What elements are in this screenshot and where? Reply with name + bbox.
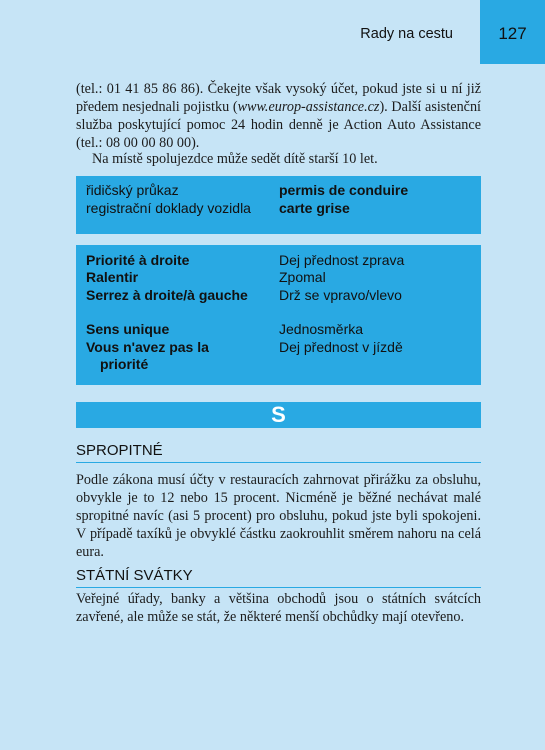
holidays-paragraph: Veřejné úřady, banky a většina obchodů jsou o státních svátcích zavřené, ale může se stát, že některé menší obchůdky mají otevřeno. bbox=[76, 591, 481, 625]
vocab-fr: Serrez à droite/à gauche bbox=[86, 287, 248, 303]
vocab-fr: Priorité à droite bbox=[86, 252, 190, 268]
intro-url: www.europ-assistance.cz bbox=[237, 99, 380, 115]
vocab-cz: Dej přednost v jízdě bbox=[279, 339, 403, 355]
page-header bbox=[0, 0, 545, 64]
vocab-cz: Dej přednost zprava bbox=[279, 252, 405, 268]
section-heading-holidays: STÁTNÍ SVÁTKY bbox=[76, 567, 481, 588]
intro-text-a: (tel.: 01 41 85 86 86). Čekejte však vysoký účet, pokud jste si u ní již předem nesjednali pojistku ( bbox=[76, 81, 481, 115]
vocab-fr: carte grise bbox=[279, 200, 350, 216]
tipping-paragraph: Podle zákona musí účty v restauracích zahrnovat přirážku za obsluhu, obvykle je to 12 nebo 15 procent. Nicméně je běžné nechávat malé spropitné navíc (asi 5 procent) pro obsluhu, pokud jste byli spokojeni. V případě taxíků je obvyklé částku zaokrouhlit směrem nahoru na celá eura. bbox=[76, 472, 481, 560]
vocab-cz: registrační doklady vozidla bbox=[86, 200, 251, 216]
vocab-fr: Vous n'avez pas la priorité bbox=[86, 339, 209, 372]
vocab-fr: Ralentir bbox=[86, 269, 139, 285]
running-head: Rady na cestu bbox=[360, 26, 453, 42]
vocab-cz: Jednosměrka bbox=[279, 321, 364, 337]
intro-text-b: ). Další asistenční služba poskytující pomoc 24 hodin denně je Action Auto Assistance (tel.: 08 00 00 80 00). bbox=[76, 99, 481, 151]
intro-paragraph bbox=[76, 80, 481, 152]
vocab-box-documents bbox=[76, 176, 481, 234]
section-letter-bar: S bbox=[76, 402, 481, 428]
child-seat-paragraph: Na místě spolujezdce může sedět dítě starší 10 let. bbox=[92, 151, 378, 167]
page-number: 127 bbox=[498, 24, 527, 43]
vocab-cz: řidičský průkaz bbox=[86, 182, 179, 198]
vocab-fr: Sens unique bbox=[86, 321, 170, 337]
vocab-cz: Zpomal bbox=[279, 269, 326, 285]
vocab-box-road-signs bbox=[76, 245, 481, 385]
vocab-fr: permis de conduire bbox=[279, 182, 409, 198]
vocab-cz: Drž se vpravo/vlevo bbox=[279, 287, 402, 303]
page-number-box bbox=[480, 0, 545, 64]
section-heading-tipping: SPROPITNÉ bbox=[76, 442, 481, 463]
